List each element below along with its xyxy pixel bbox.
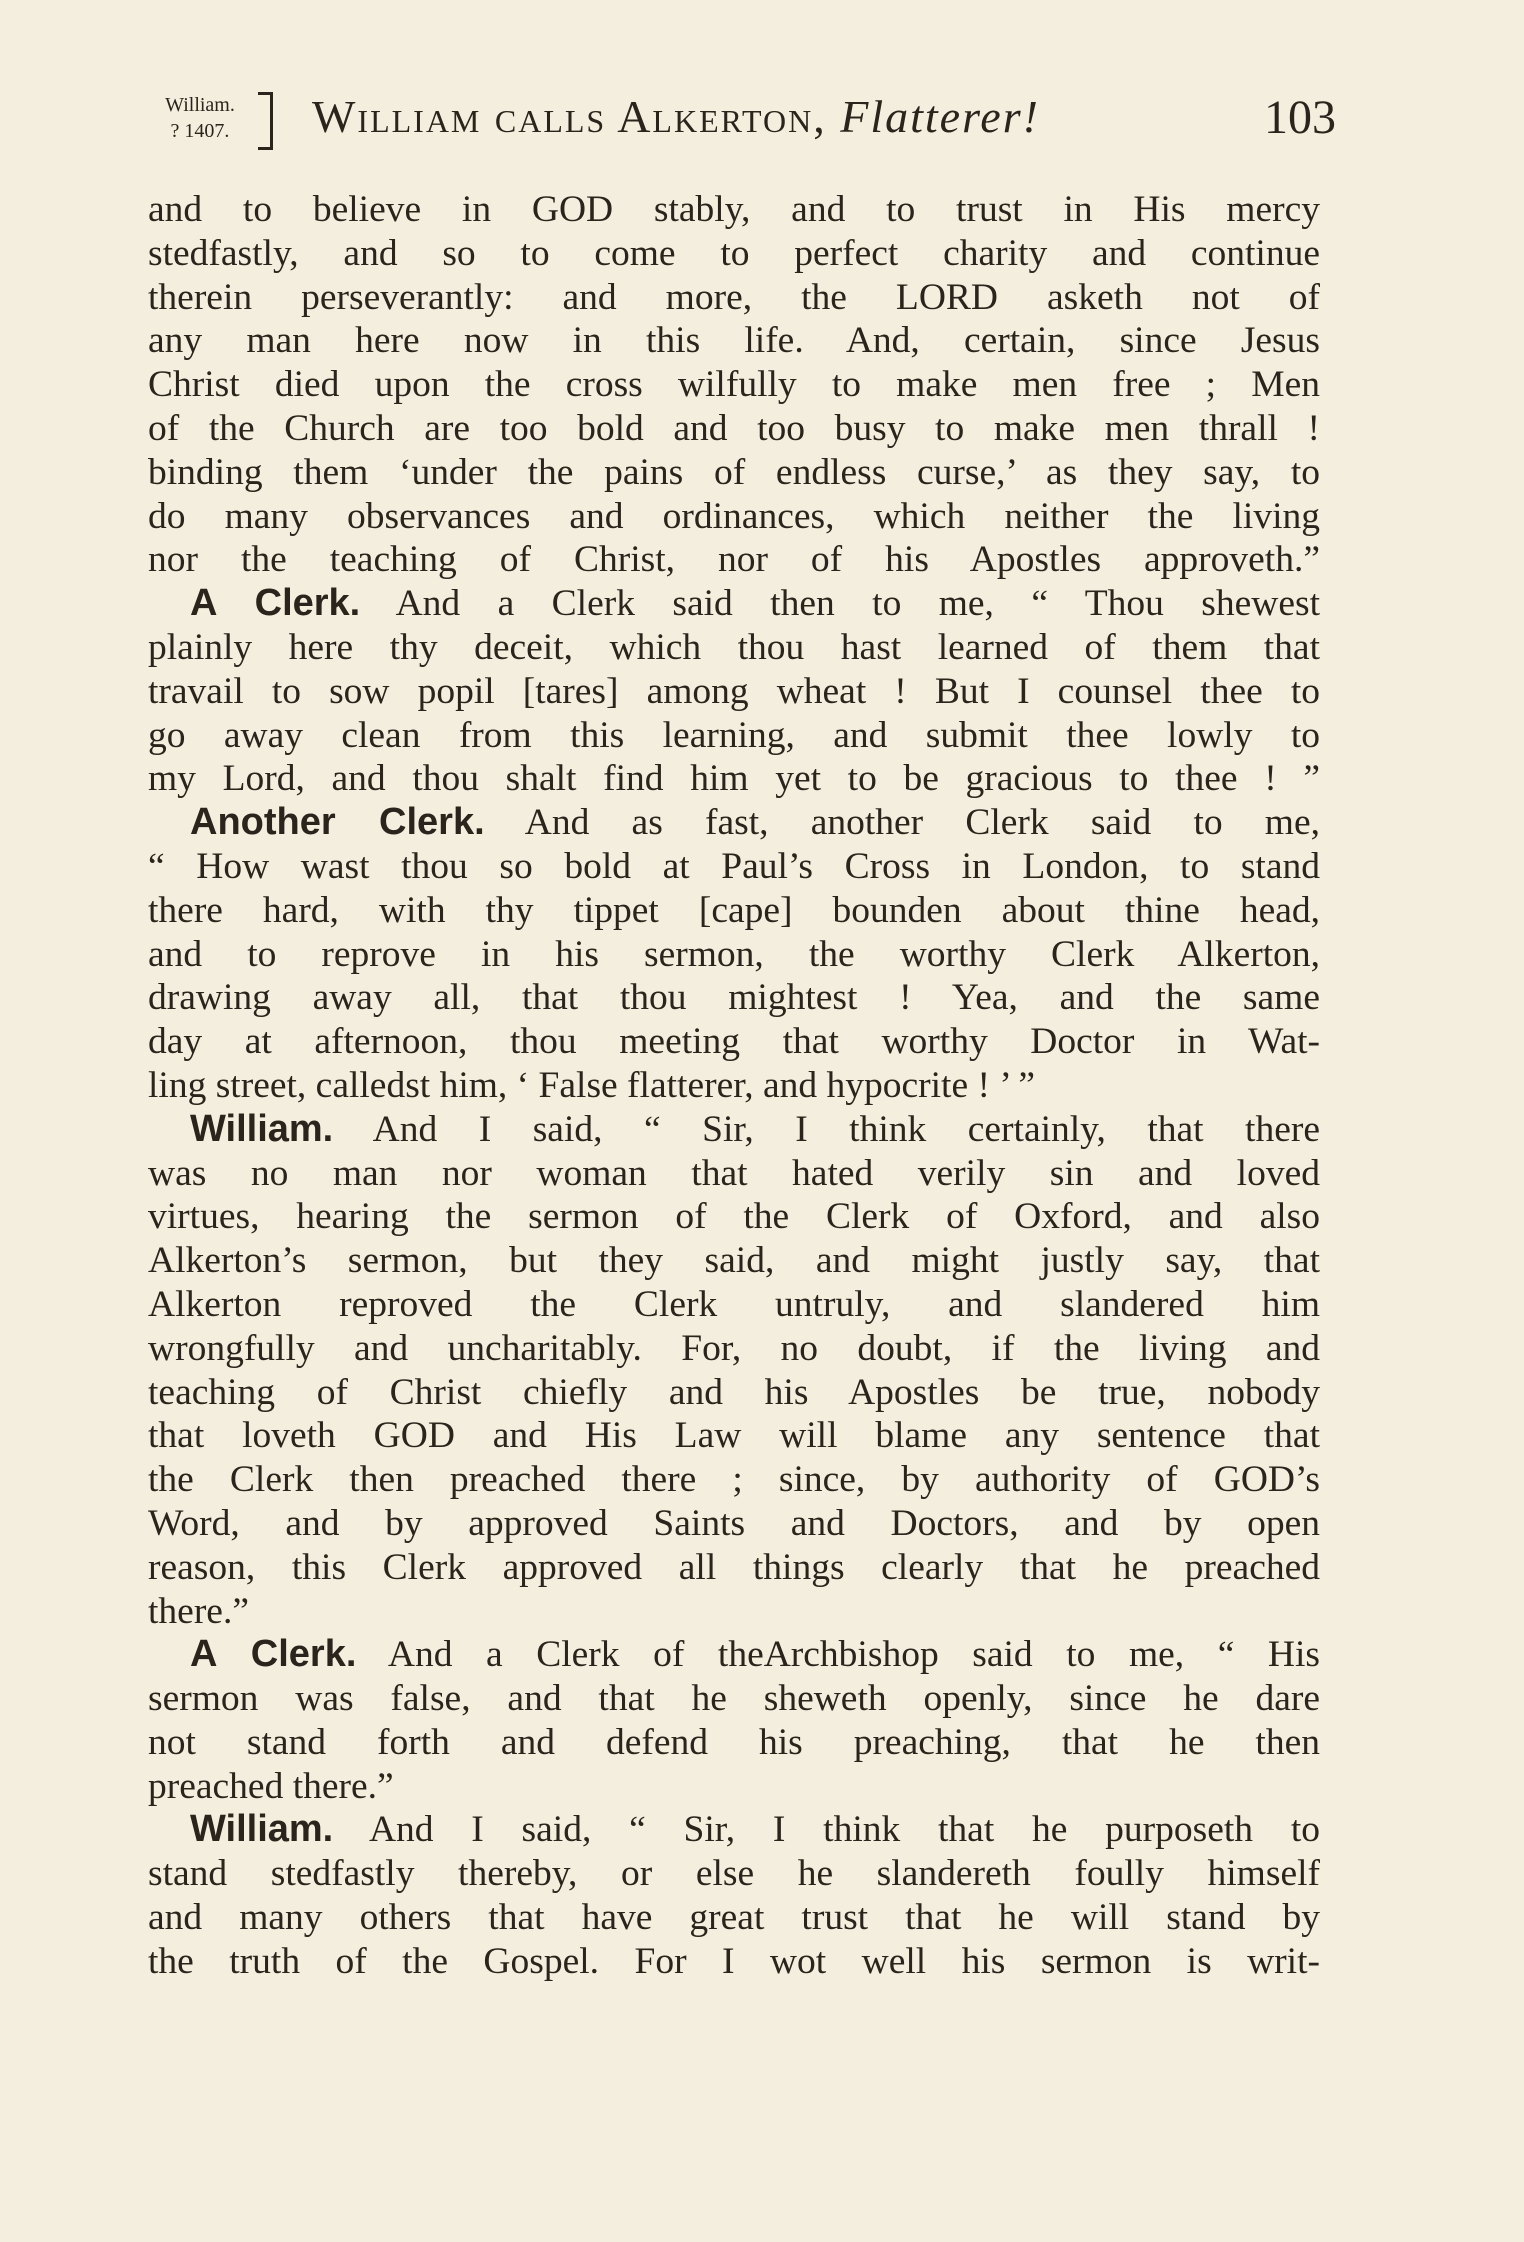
text-line: preached there.” <box>148 1765 394 1807</box>
text-line: travail to sow popil [tares] among wheat ! But I counsel thee to <box>148 670 1320 712</box>
text-line: “ How wast thou so bold at Paul’s Cross in London, to stand <box>148 845 1320 887</box>
paragraph <box>148 801 1320 1108</box>
margin-bracket <box>258 92 273 150</box>
text-line: there hard, with thy tippet [cape] bounden about thine head, <box>148 889 1320 931</box>
speaker-label: William. <box>190 1808 334 1851</box>
text-line: and to reprove in his sermon, the worthy Clerk Alkerton, <box>148 933 1320 975</box>
text-line: therein perseverantly: and more, the LORD asketh not of <box>148 276 1320 318</box>
running-title-main: William calls Alkerton, <box>312 91 841 142</box>
text-line: go away clean from this learning, and submit thee lowly to <box>148 714 1320 756</box>
text-line: there.” <box>148 1590 249 1632</box>
text-run: And I said, “ Sir, I think that he purposeth to <box>368 1809 1320 1851</box>
text-line: was no man nor woman that hated verily sin and loved <box>148 1152 1320 1194</box>
paragraph <box>148 582 1320 801</box>
paragraph <box>148 188 1320 582</box>
text-line: Word, and by approved Saints and Doctors, and by open <box>148 1502 1320 1544</box>
text-line: wrongfully and uncharitably. For, no doubt, if the living and <box>148 1327 1320 1369</box>
text-line: and many others that have great trust that he will stand by <box>148 1897 1320 1939</box>
text-line <box>148 1108 1320 1152</box>
text-line <box>148 1808 1320 1852</box>
text-line: my Lord, and thou shalt find him yet to be gracious to thee ! ” <box>148 758 1320 800</box>
margin-note-year: ? 1407. <box>170 120 230 142</box>
text-line <box>148 582 1320 626</box>
text-line: any man here now in this life. And, certain, since Jesus <box>148 320 1320 362</box>
text-line: plainly here thy deceit, which thou hast learned of them that <box>148 626 1320 668</box>
text-line: the truth of the Gospel. For I wot well his sermon is writ- <box>148 1940 1320 1982</box>
text-line: and to believe in GOD stably, and to trust in His mercy <box>148 189 1320 230</box>
text-line: teaching of Christ chiefly and his Apostles be true, nobody <box>148 1371 1320 1413</box>
text-run: And a Clerk said then to me, “ Thou shewest <box>395 583 1321 625</box>
text-line: day at afternoon, thou meeting that worthy Doctor in Wat- <box>148 1021 1320 1063</box>
text-line: nor the teaching of Christ, nor of his Apostles approveth.” <box>148 539 1320 581</box>
speaker-label: A Clerk. <box>190 1633 357 1676</box>
paragraph <box>148 1108 1320 1634</box>
text-line: Alkerton’s sermon, but they said, and might justly say, that <box>148 1240 1320 1282</box>
page-number: 103 <box>1264 91 1336 144</box>
text-line: binding them ‘under the pains of endless curse,’ as they say, to <box>148 451 1320 493</box>
text-run: And as fast, another Clerk said to me, <box>524 802 1320 844</box>
margin-note <box>140 92 260 144</box>
speaker-label: William. <box>190 1107 334 1150</box>
text-line: Christ died upon the cross wilfully to make men free ; Men <box>148 364 1320 406</box>
text-line: reason, this Clerk approved all things clearly that he preached <box>148 1546 1320 1588</box>
text-line <box>148 801 1320 845</box>
paragraph <box>148 1633 1320 1808</box>
text-line: that loveth GOD and His Law will blame any sentence that <box>148 1415 1320 1457</box>
body-text <box>148 188 1320 1984</box>
speaker-label: Another Clerk. <box>190 801 485 844</box>
running-header <box>140 86 1340 156</box>
running-title-italic: Flatterer! <box>840 91 1040 142</box>
margin-note-name: William. <box>165 94 235 116</box>
text-line: not stand forth and defend his preaching, that he then <box>148 1721 1320 1763</box>
text-line: stand stedfastly thereby, or else he slandereth foully himself <box>148 1853 1320 1895</box>
text-line <box>148 1633 1320 1677</box>
text-line: virtues, hearing the sermon of the Clerk of Oxford, and also <box>148 1196 1320 1238</box>
text-line: sermon was false, and that he sheweth openly, since he dare <box>148 1678 1320 1720</box>
running-title <box>312 90 1040 143</box>
speaker-label: A Clerk. <box>190 582 361 625</box>
text-line: Alkerton reproved the Clerk untruly, and slandered him <box>148 1283 1320 1325</box>
text-run: And a Clerk of theArchbishop said to me, “ His <box>387 1634 1320 1676</box>
paragraph <box>148 1808 1320 1983</box>
text-line: of the Church are too bold and too busy to make men thrall ! <box>148 407 1320 449</box>
text-line: ling street, calledst him, ‘ False flatterer, and hypocrite ! ’ ” <box>148 1064 1036 1106</box>
text-line: stedfastly, and so to come to perfect charity and continue <box>148 232 1320 274</box>
text-line: drawing away all, that thou mightest ! Yea, and the same <box>148 977 1320 1019</box>
text-line: do many observances and ordinances, which neither the living <box>148 495 1320 537</box>
text-run: And I said, “ Sir, I think certainly, that there <box>372 1108 1321 1150</box>
text-line: the Clerk then preached there ; since, by authority of GOD’s <box>148 1459 1320 1501</box>
